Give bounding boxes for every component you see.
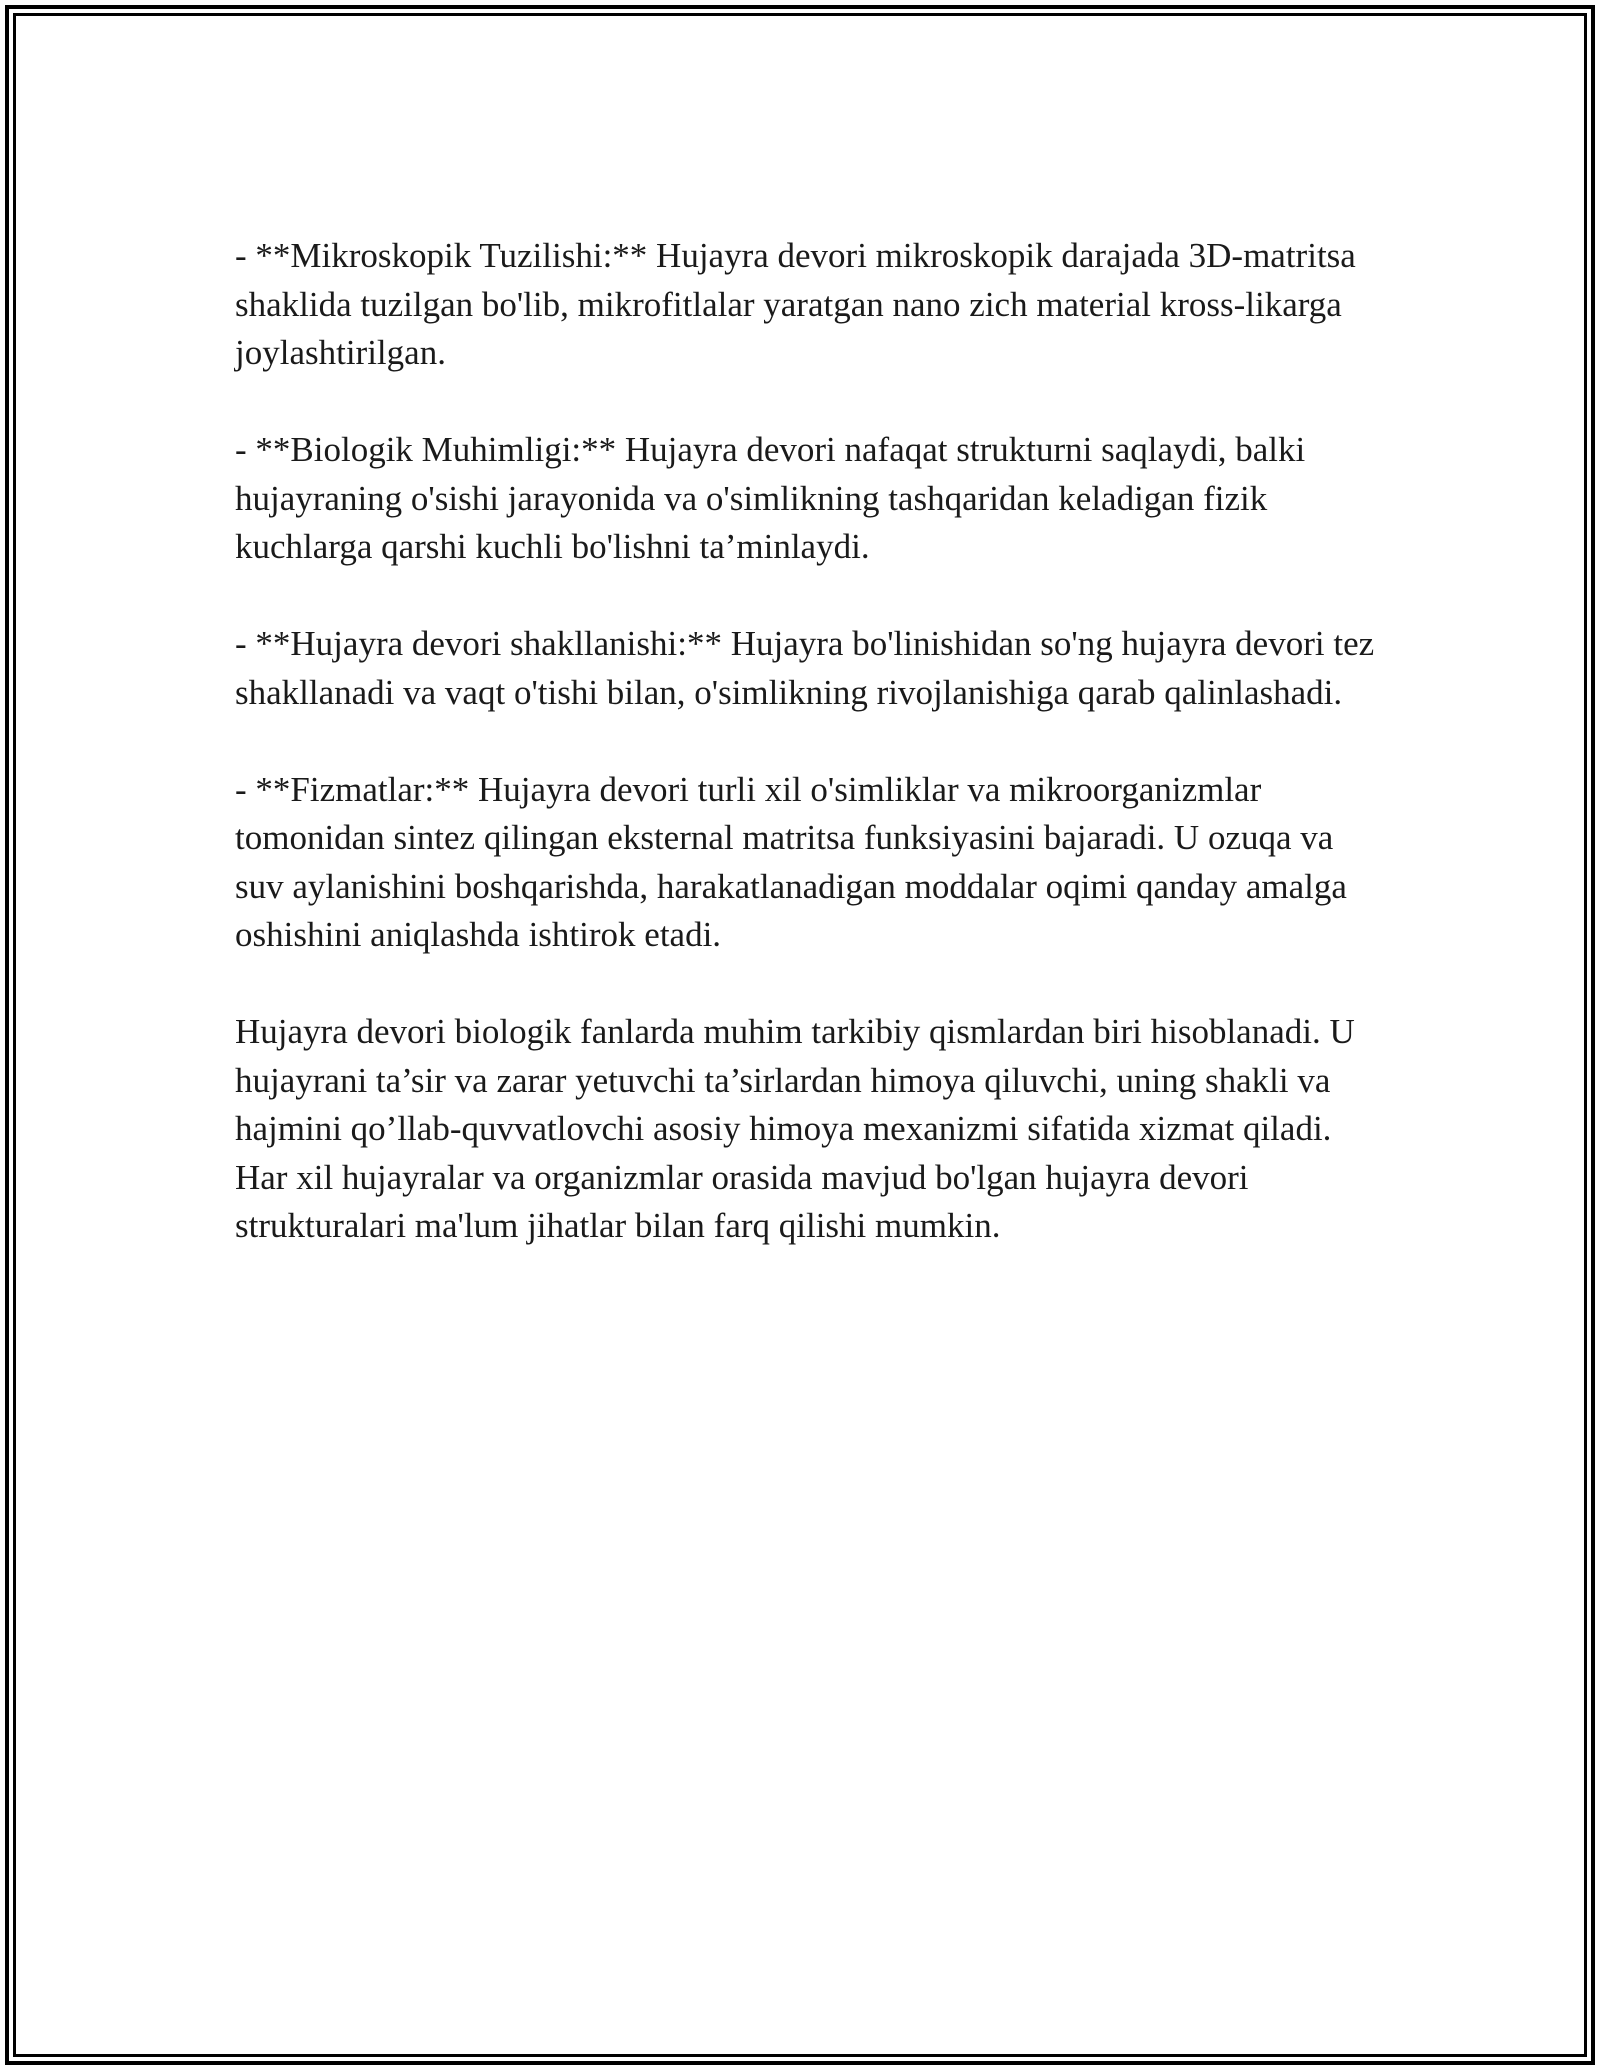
paragraph-biologik-muhimligi: - **Biologik Muhimligi:** Hujayra devori nafaqat strukturni saqlaydi, balki hujayraning o'sishi jarayonida va o'simlikning tashqaridan keladigan fizik kuchlarga qarshi kuchli bo'lishni ta’minlaydi. [235, 430, 1306, 566]
document-body [235, 232, 1375, 1299]
paragraph-mikroskopik-tuzilishi: - **Mikroskopik Tuzilishi:** Hujayra devori mikroskopik darajada 3D-matritsa shaklida tuzilgan bo'lib, mikrofitlalar yaratgan nano zich material kross-likarga joylashtirilgan. [235, 236, 1356, 372]
paragraph-conclusion: Hujayra devori biologik fanlarda muhim tarkibiy qismlardan biri hisoblanadi. U hujayrani ta’sir va zarar yetuvchi ta’sirlardan himoya qiluvchi, uning shakli va hajmini qo’llab-quvvatlovchi asosiy himoya mexanizmi sifatida xizmat qiladi. Har xil hujayralar va organizmlar orasida mavjud bo'lgan hujayra devori strukturalari ma'lum jihatlar bilan farq qilishi mumkin. [235, 1012, 1355, 1245]
paragraph-hujayra-devori-shakllanishi: - **Hujayra devori shakllanishi:** Hujayra bo'linishidan so'ng hujayra devori tez shakllanadi va vaqt o'tishi bilan, o'simlikning rivojlanishiga qarab qalinlashadi. [235, 624, 1375, 712]
paragraph-fizmatlar: - **Fizmatlar:** Hujayra devori turli xil o'simliklar va mikroorganizmlar tomonidan sintez qilingan eksternal matritsa funksiyasini bajaradi. U ozuqa va suv aylanishini boshqarishda, harakatlanadigan moddalar oqimi qanday amalga oshishini aniqlashda ishtirok etadi. [235, 769, 1347, 954]
